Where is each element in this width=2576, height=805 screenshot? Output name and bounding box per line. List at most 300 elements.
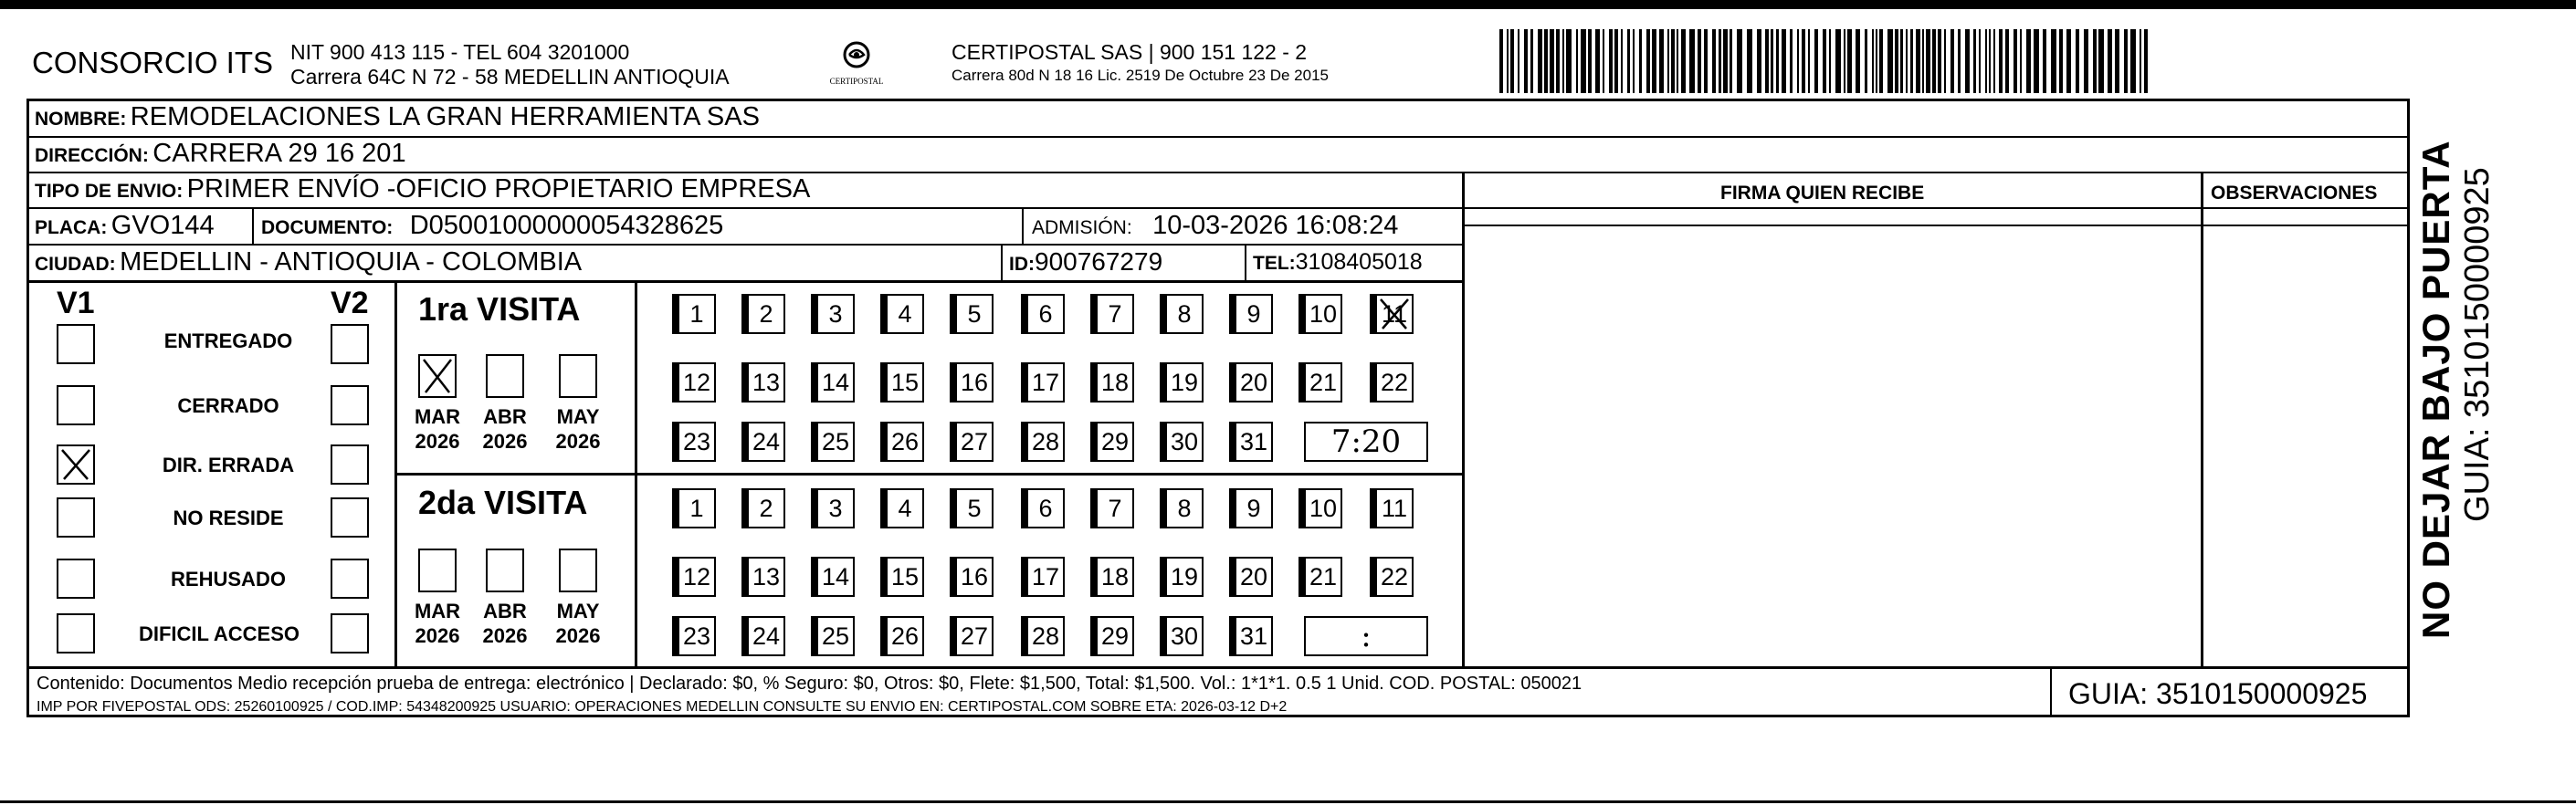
barcode — [1498, 29, 2155, 93]
first-visit-day-box[interactable] — [1026, 362, 1065, 402]
first-visit-day-box[interactable] — [886, 294, 924, 334]
second-visit-month-year: 2026 — [482, 624, 528, 647]
second-visit-day-box[interactable] — [1026, 616, 1065, 656]
v2-checkbox[interactable] — [331, 613, 369, 653]
barcode-bar — [1900, 29, 1903, 93]
first-visit-month-name: MAR — [414, 405, 461, 428]
barcode-bar — [1916, 29, 1920, 93]
first-visit-day-label: 3 — [828, 299, 843, 328]
barcode-bar — [1667, 29, 1669, 93]
barcode-bar — [1671, 29, 1675, 93]
x-mark-icon — [420, 356, 455, 396]
second-visit-month-name: MAY — [556, 600, 600, 622]
barcode-bar — [2084, 29, 2088, 93]
placa-value: GVO144 — [110, 211, 215, 240]
second-visit-day-box[interactable] — [1026, 557, 1065, 597]
second-visit-day-label: 29 — [1100, 622, 1130, 650]
frame-line — [26, 207, 2410, 209]
footer-contenido: Contenido: Documentos Medio recepción prueba de entrega: electrónico | Declarado: $0, % Seguro: $0, Otros: $0, Flete: $1,500, Total: $1,500. Vol.: 1*1*1. 0.5 1 Unid. COD. POSTAL: 050021 — [37, 674, 1582, 694]
first-visit-day-shadow — [950, 422, 955, 462]
barcode-bar — [1847, 29, 1852, 93]
barcode-bar — [1499, 29, 1503, 93]
second-visit-day-box[interactable] — [816, 557, 855, 597]
barcode-bar — [1973, 29, 1976, 93]
second-visit-day-box[interactable] — [678, 616, 716, 656]
second-visit-day-label: 18 — [1100, 562, 1130, 591]
direccion-label: DIRECCIÓN: — [35, 145, 149, 166]
second-visit-day-label: 16 — [960, 562, 989, 591]
first-visit-day-label: 23 — [682, 427, 711, 455]
second-visit-day-box[interactable] — [1096, 557, 1134, 597]
first-visit-time-box[interactable] — [1304, 422, 1428, 462]
first-visit-month-label — [473, 404, 537, 454]
barcode-bar — [1944, 29, 1946, 93]
barcode-bar — [2108, 29, 2112, 93]
documento-value: D05001000000054328625 — [409, 211, 724, 240]
first-visit-day-box[interactable] — [816, 362, 855, 402]
first-visit-day-box[interactable] — [678, 294, 716, 334]
first-visit-day-label: 10 — [1309, 299, 1338, 328]
first-visit-month-year: 2026 — [482, 430, 528, 453]
first-visit-day-label: 13 — [752, 368, 781, 396]
second-visit-day-label: 26 — [890, 622, 920, 650]
barcode-bar — [1737, 29, 1742, 93]
first-visit-day-box[interactable] — [1096, 422, 1134, 462]
side-warning: NO DEJAR BAJO PUERTA — [2414, 140, 2457, 639]
carrier-name: CERTIPOSTAL SAS | 900 151 122 - 2 — [952, 40, 1308, 64]
first-visit-day-label: 6 — [1038, 299, 1053, 328]
second-visit-day-shadow — [1021, 557, 1026, 597]
second-visit-day-box[interactable] — [1235, 488, 1273, 528]
first-visit-day-shadow — [1021, 422, 1026, 462]
ciudad-row — [35, 247, 582, 277]
first-visit-day-shadow — [1229, 362, 1235, 402]
frame-line — [1464, 225, 2407, 226]
second-visit-month-checkbox[interactable] — [486, 549, 524, 592]
first-visit-day-shadow — [672, 362, 678, 402]
first-visit-day-shadow — [1229, 294, 1235, 334]
second-visit-month-year: 2026 — [555, 624, 601, 647]
barcode-bar — [1895, 29, 1898, 93]
second-visit-day-box[interactable] — [1235, 616, 1273, 656]
second-visit-day-shadow — [1021, 616, 1026, 656]
second-visit-day-shadow — [672, 616, 678, 656]
barcode-bar — [1926, 29, 1930, 93]
first-visit-day-label: 25 — [821, 427, 850, 455]
barcode-bar — [1958, 29, 1961, 93]
first-visit-day-shadow — [1299, 362, 1304, 402]
first-visit-day-box[interactable] — [1235, 294, 1273, 334]
second-visit-day-box[interactable] — [747, 557, 785, 597]
barcode-bar — [2005, 29, 2009, 93]
first-visit-day-shadow — [880, 362, 886, 402]
barcode-bar — [1614, 29, 1618, 93]
second-visit-day-label: 20 — [1239, 562, 1268, 591]
second-visit-day-shadow — [1370, 488, 1375, 528]
barcode-bar — [1677, 29, 1678, 93]
barcode-bar — [1681, 29, 1686, 93]
first-visit-month-checkbox[interactable] — [486, 354, 524, 398]
tipo-row — [35, 174, 810, 204]
second-visit-day-box[interactable] — [816, 488, 855, 528]
second-visit-day-box[interactable] — [816, 616, 855, 656]
barcode-bar — [1979, 29, 1981, 93]
first-visit-day-shadow — [811, 294, 816, 334]
v1-checkbox[interactable] — [57, 497, 95, 538]
second-visit-day-label: 30 — [1170, 622, 1199, 650]
v1-checkbox[interactable] — [57, 559, 95, 599]
first-visit-day-shadow — [1021, 362, 1026, 402]
second-visit-day-shadow — [950, 557, 955, 597]
carrier-license: Carrera 80d N 18 16 Lic. 2519 De Octubre 23 De 2015 — [952, 67, 1329, 84]
first-visit-day-label: 9 — [1246, 299, 1261, 328]
v1-checkbox[interactable] — [57, 613, 95, 653]
v1-header: V1 — [57, 286, 95, 320]
second-visit-day-label: 2 — [759, 494, 773, 522]
barcode-bar — [1965, 29, 1970, 93]
ciudad-value: MEDELLIN - ANTIOQUIA - COLOMBIA — [120, 247, 583, 277]
second-visit-day-label: 6 — [1038, 494, 1053, 522]
barcode-bar — [1566, 29, 1572, 93]
first-visit-day-box[interactable] — [955, 362, 994, 402]
id-value: 900767279 — [1035, 247, 1163, 276]
status-label: CERRADO — [177, 394, 279, 417]
v1-checkbox[interactable] — [57, 324, 95, 364]
first-visit-day-box[interactable] — [1096, 362, 1134, 402]
barcode-bar — [2144, 29, 2148, 93]
first-visit-day-box[interactable] — [816, 422, 855, 462]
second-visit-day-shadow — [1090, 557, 1096, 597]
barcode-bar — [2140, 29, 2141, 93]
second-visit-day-shadow — [1229, 616, 1235, 656]
barcode-bar — [1776, 29, 1779, 93]
first-visit-day-label: 22 — [1380, 368, 1409, 396]
footer-guia: GUIA: 3510150000925 — [2068, 677, 2368, 710]
barcode-bar — [1723, 29, 1728, 93]
second-visit-day-shadow — [1021, 488, 1026, 528]
first-visit-day-box[interactable] — [1026, 294, 1065, 334]
second-visit-day-shadow — [741, 488, 747, 528]
second-visit-day-box[interactable] — [1165, 488, 1204, 528]
second-visit-day-box[interactable] — [678, 557, 716, 597]
barcode-bar — [1876, 29, 1877, 93]
first-visit-day-shadow — [1160, 362, 1165, 402]
barcode-bar — [1538, 29, 1542, 93]
first-visit-day-box[interactable] — [1165, 362, 1204, 402]
barcode-bar — [1639, 29, 1642, 93]
first-visit-day-label: 30 — [1170, 427, 1199, 455]
second-visit-day-box[interactable] — [1165, 557, 1204, 597]
second-visit-month-label — [473, 599, 537, 648]
frame-line — [1245, 244, 1246, 280]
second-visit-day-box[interactable] — [1096, 488, 1134, 528]
second-visit-day-shadow — [1090, 488, 1096, 528]
barcode-bar — [1993, 29, 1995, 93]
second-visit-day-shadow — [1090, 616, 1096, 656]
frame-line — [2201, 172, 2203, 667]
barcode-bar — [1879, 29, 1883, 93]
barcode-bar — [2043, 29, 2046, 93]
second-visit-day-box[interactable] — [886, 616, 924, 656]
barcode-bar — [1652, 29, 1656, 93]
second-visit-day-shadow — [811, 557, 816, 597]
first-visit-day-box[interactable] — [1165, 422, 1204, 462]
frame-line — [26, 136, 2410, 138]
tipo-value: PRIMER ENVÍO -OFICIO PROPIETARIO EMPRESA — [186, 174, 811, 204]
barcode-bar — [1609, 29, 1613, 93]
x-mark-icon — [58, 446, 93, 483]
first-visit-day-box[interactable] — [747, 294, 785, 334]
first-visit-day-shadow — [1090, 362, 1096, 402]
second-visit-day-shadow — [950, 488, 955, 528]
first-visit-day-shadow — [1160, 422, 1165, 462]
second-visit-day-label: 19 — [1170, 562, 1199, 591]
first-visit-day-box[interactable] — [1375, 362, 1414, 402]
first-visit-day-shadow — [1021, 294, 1026, 334]
tel-value: 3108405018 — [1295, 249, 1423, 275]
barcode-bar — [1588, 29, 1592, 93]
second-visit-day-shadow — [1229, 488, 1235, 528]
second-visit-day-box[interactable] — [747, 616, 785, 656]
barcode-bar — [1603, 29, 1604, 93]
barcode-bar — [1790, 29, 1793, 93]
v1-checkbox[interactable] — [57, 444, 95, 485]
first-visit-month-checkbox[interactable] — [418, 354, 457, 398]
second-visit-day-box[interactable] — [955, 488, 994, 528]
documento-label: DOCUMENTO: — [261, 217, 394, 238]
second-visit-day-box[interactable] — [1304, 488, 1342, 528]
first-visit-day-box[interactable] — [1235, 422, 1273, 462]
barcode-bar — [2026, 29, 2031, 93]
v2-header: V2 — [331, 286, 369, 320]
admision-label: ADMISIÓN: — [1032, 217, 1132, 238]
first-visit-day-shadow — [950, 294, 955, 334]
first-visit-day-box[interactable] — [1235, 362, 1273, 402]
barcode-bar — [1856, 29, 1860, 93]
first-visit-day-box[interactable] — [1304, 362, 1342, 402]
second-visit-day-box[interactable] — [955, 557, 994, 597]
company-address: Carrera 64C N 72 - 58 MEDELLIN ANTIOQUIA — [290, 65, 730, 89]
barcode-bar — [1627, 29, 1630, 93]
first-visit-day-label: 21 — [1309, 368, 1338, 396]
barcode-bar — [1823, 29, 1826, 93]
second-visit-day-box[interactable] — [1235, 557, 1273, 597]
tel-label: TEL: — [1253, 253, 1296, 274]
v1-checkbox[interactable] — [57, 385, 95, 425]
second-visit-day-label: 17 — [1031, 562, 1060, 591]
frame-line — [26, 172, 2410, 173]
first-visit-day-box[interactable] — [678, 362, 716, 402]
barcode-bar — [1659, 29, 1664, 93]
status-label: NO RESIDE — [173, 507, 284, 529]
frame-line — [394, 473, 1463, 476]
second-visit-day-box[interactable] — [1026, 488, 1065, 528]
barcode-bar — [1510, 29, 1514, 93]
barcode-bar — [1782, 29, 1786, 93]
observaciones-header: OBSERVACIONES — [2211, 183, 2378, 204]
placa-label: PLACA: — [35, 217, 108, 238]
barcode-bar — [2124, 29, 2128, 93]
second-visit-day-shadow — [811, 488, 816, 528]
second-visit-day-label: 8 — [1177, 494, 1192, 522]
documento-row — [261, 211, 723, 241]
second-visit-time-value: : — [1361, 618, 1372, 654]
first-visit-day-box[interactable] — [816, 294, 855, 334]
first-visit-day-label: 20 — [1239, 368, 1268, 396]
second-visit-day-label: 27 — [960, 622, 989, 650]
first-visit-day-shadow — [880, 422, 886, 462]
second-visit-day-box[interactable] — [1375, 488, 1414, 528]
v2-checkbox[interactable] — [331, 559, 369, 599]
barcode-bar — [1757, 29, 1761, 93]
first-visit-day-shadow — [741, 362, 747, 402]
second-visit-day-box[interactable] — [747, 488, 785, 528]
first-visit-month-name: ABR — [483, 405, 527, 428]
second-visit-day-label: 11 — [1381, 494, 1408, 522]
barcode-bar — [1730, 29, 1732, 93]
id-label: ID: — [1009, 254, 1035, 275]
barcode-bar — [2076, 29, 2079, 93]
barcode-bar — [1872, 29, 1874, 93]
barcode-bar — [1581, 29, 1586, 93]
second-visit-day-box[interactable] — [678, 488, 716, 528]
v2-checkbox[interactable] — [331, 497, 369, 538]
frame-line — [252, 207, 254, 245]
side-guia: GUIA: 3510150000925 — [2458, 167, 2497, 522]
second-visit-day-shadow — [950, 616, 955, 656]
status-label: DIFICIL ACCESO — [138, 622, 300, 645]
second-visit-month-name: ABR — [483, 600, 527, 622]
first-visit-day-box[interactable] — [1026, 422, 1065, 462]
first-visit-month-year: 2026 — [415, 430, 460, 453]
company-name: CONSORCIO ITS — [32, 46, 274, 79]
tel-row — [1253, 249, 1423, 276]
barcode-bar — [2098, 29, 2104, 93]
second-visit-day-label: 22 — [1380, 562, 1409, 591]
first-visit-day-box[interactable] — [1304, 294, 1342, 334]
barcode-bar — [2115, 29, 2119, 93]
first-visit-day-box[interactable] — [886, 422, 924, 462]
bottom-rule — [0, 800, 2576, 803]
first-visit-day-label: 16 — [960, 368, 989, 396]
second-visit-month-label — [546, 599, 610, 648]
certipostal-logo-icon — [829, 37, 884, 93]
firma-header: FIRMA QUIEN RECIBE — [1720, 183, 1925, 204]
first-visit-day-box[interactable] — [747, 422, 785, 462]
barcode-bar — [1932, 29, 1936, 93]
frame-line — [26, 280, 1464, 283]
barcode-bar — [1922, 29, 1924, 93]
first-visit-day-shadow — [1229, 422, 1235, 462]
first-visit-day-label: 31 — [1239, 427, 1268, 455]
first-visit-day-box[interactable] — [1096, 294, 1134, 334]
second-visit-month-checkbox[interactable] — [559, 549, 597, 592]
direccion-value: CARRERA 29 16 201 — [152, 139, 406, 168]
first-visit-day-shadow — [672, 422, 678, 462]
v2-checkbox[interactable] — [331, 444, 369, 485]
first-visit-day-shadow — [811, 422, 816, 462]
second-visit-day-box[interactable] — [1375, 557, 1414, 597]
second-visit-day-shadow — [1160, 557, 1165, 597]
second-visit-day-shadow — [880, 557, 886, 597]
first-visit-title: 1ra VISITA — [418, 290, 581, 328]
second-visit-day-box[interactable] — [1165, 616, 1204, 656]
certipostal-logo — [829, 37, 884, 93]
first-visit-day-shadow — [741, 422, 747, 462]
svg-text:CERTIPOSTAL: CERTIPOSTAL — [829, 77, 884, 86]
second-visit-day-box[interactable] — [886, 557, 924, 597]
second-visit-month-name: MAR — [414, 600, 461, 622]
second-visit-day-box[interactable] — [955, 616, 994, 656]
second-visit-day-box[interactable] — [1304, 557, 1342, 597]
barcode-bar — [2034, 29, 2039, 93]
first-visit-day-label: 19 — [1170, 368, 1199, 396]
barcode-bar — [1910, 29, 1913, 93]
first-visit-month-checkbox[interactable] — [559, 354, 597, 398]
second-visit-day-shadow — [1299, 557, 1304, 597]
first-visit-day-shadow — [672, 294, 678, 334]
first-visit-day-box[interactable] — [886, 362, 924, 402]
second-visit-day-label: 25 — [821, 622, 850, 650]
barcode-bar — [1530, 29, 1533, 93]
v2-checkbox[interactable] — [331, 385, 369, 425]
first-visit-day-shadow — [1090, 422, 1096, 462]
first-visit-day-shadow — [1299, 294, 1304, 334]
barcode-bar — [2059, 29, 2063, 93]
first-visit-day-shadow — [1370, 362, 1375, 402]
second-visit-day-label: 5 — [967, 494, 982, 522]
first-visit-day-box[interactable] — [747, 362, 785, 402]
first-visit-day-box[interactable] — [1165, 294, 1204, 334]
first-visit-month-name: MAY — [556, 405, 600, 428]
frame-line — [1462, 172, 1465, 667]
second-visit-day-label: 21 — [1309, 562, 1338, 591]
second-visit-day-label: 24 — [752, 622, 781, 650]
second-visit-month-checkbox[interactable] — [418, 549, 457, 592]
second-visit-day-label: 9 — [1246, 494, 1261, 522]
first-visit-day-box[interactable] — [955, 294, 994, 334]
second-visit-day-box[interactable] — [1096, 616, 1134, 656]
second-visit-day-shadow — [1160, 616, 1165, 656]
barcode-bar — [1950, 29, 1954, 93]
barcode-bar — [1646, 29, 1650, 93]
second-visit-month-year: 2026 — [415, 624, 460, 647]
direccion-row — [35, 139, 406, 169]
first-visit-day-box[interactable] — [955, 422, 994, 462]
second-visit-day-shadow — [672, 488, 678, 528]
barcode-bar — [2066, 29, 2071, 93]
first-visit-day-box[interactable] — [1375, 294, 1414, 334]
second-visit-day-box[interactable] — [886, 488, 924, 528]
second-visit-day-label: 1 — [689, 494, 704, 522]
second-visit-day-shadow — [880, 616, 886, 656]
second-visit-day-shadow — [1299, 488, 1304, 528]
v2-checkbox[interactable] — [331, 324, 369, 364]
second-visit-title: 2da VISITA — [418, 484, 588, 521]
first-visit-day-box[interactable] — [678, 422, 716, 462]
first-visit-day-label: 14 — [821, 368, 850, 396]
second-visit-day-label: 10 — [1309, 494, 1338, 522]
barcode-bar — [1835, 29, 1841, 93]
second-visit-time-box[interactable] — [1304, 616, 1428, 656]
top-border — [0, 0, 2576, 9]
admision-value: 10-03-2026 16:08:24 — [1152, 211, 1399, 240]
barcode-bar — [1698, 29, 1701, 93]
status-label: ENTREGADO — [163, 329, 293, 352]
first-visit-day-label: 29 — [1100, 427, 1130, 455]
first-visit-day-label: 24 — [752, 427, 781, 455]
second-visit-day-label: 28 — [1031, 622, 1060, 650]
